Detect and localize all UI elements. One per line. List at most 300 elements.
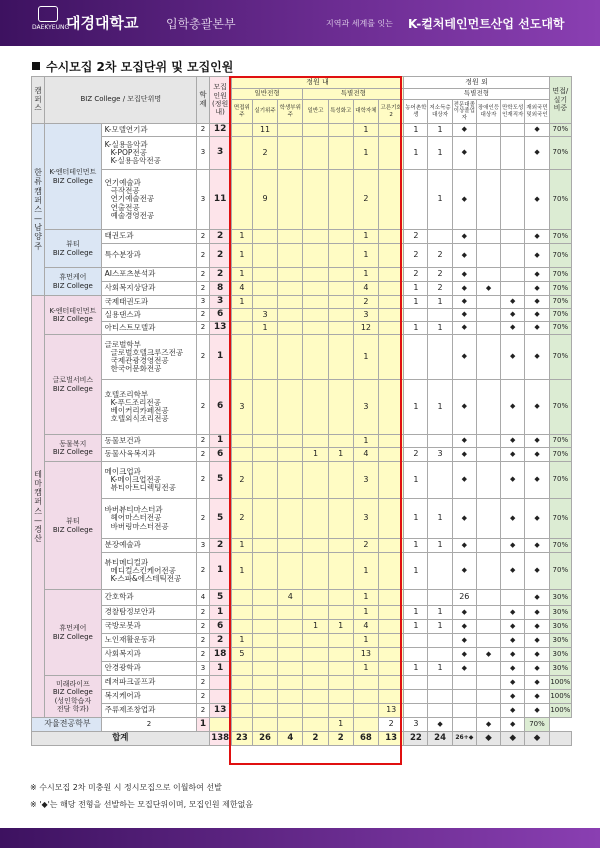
interview-cell: 30% [549,590,571,606]
dept-cell: 글로벌학부 글로벌호텔크루즈전공 국제관광경영전공 한국어문화전공 [101,335,197,380]
value-cell: ◆ [501,539,525,553]
value-cell [428,435,452,448]
value-cell [328,244,353,268]
table-row [32,230,572,244]
value-cell [231,435,252,448]
value-cell: ◆ [525,448,549,462]
value-cell: ◆ [525,137,549,170]
value-cell [476,662,500,676]
interview-cell: 70% [549,499,571,539]
total-cell: ◆ [501,732,525,746]
col-unit: BIZ College / 모집단위명 [45,77,197,124]
value-cell: 1 [231,634,252,648]
value-cell: 1 [231,296,252,309]
value-cell [303,718,328,732]
value-cell [278,244,303,268]
value-cell: ◆ [452,539,476,553]
year-cell: 3 [197,170,209,230]
value-cell [231,620,252,634]
total-cell: 4 [278,732,303,746]
value-cell: ◆ [525,690,549,704]
value-cell [476,462,500,499]
value-cell: ◆ [501,718,525,732]
value-cell: ◆ [452,124,476,137]
interview-cell: 70% [549,435,571,448]
table-row [32,718,572,732]
value-cell [303,704,328,718]
value-cell [278,648,303,662]
quota-cell: 6 [209,448,231,462]
value-cell [278,380,303,435]
value-cell: ◆ [525,309,549,322]
value-cell [476,676,500,690]
dept-cell: 아티스트모델과 [101,322,197,335]
value-cell: ◆ [501,676,525,690]
value-cell [428,309,452,322]
interview-cell: 100% [549,690,571,704]
value-cell [252,676,277,690]
quota-cell: 1 [209,662,231,676]
value-cell: ◆ [525,282,549,296]
value-cell [379,124,404,137]
value-cell: 1 [428,170,452,230]
value-cell [278,435,303,448]
value-cell [303,690,328,704]
value-cell [476,690,500,704]
value-cell [379,539,404,553]
value-cell: 3 [353,499,378,539]
col-3: 일반고 [303,100,328,124]
quota-cell: 5 [209,499,231,539]
value-cell [476,309,500,322]
value-cell [379,435,404,448]
value-cell [428,648,452,662]
interview-cell: 70% [549,380,571,435]
value-cell [404,335,428,380]
total-cell: 24 [428,732,452,746]
table-row [32,244,572,268]
value-cell: ◆ [501,380,525,435]
value-cell [278,704,303,718]
interview-cell: 70% [549,137,571,170]
value-cell: 1 [328,718,353,732]
value-cell [278,662,303,676]
year-cell: 4 [197,590,209,606]
table-row [32,322,572,335]
interview-cell: 70% [549,553,571,590]
value-cell [379,648,404,662]
slogan: 지역과 세계를 잇는 [326,19,393,28]
value-cell [328,322,353,335]
value-cell: 13 [353,648,378,662]
quota-cell: 2 [209,268,231,282]
year-cell: 2 [197,268,209,282]
table-row [32,553,572,590]
year-cell: 2 [197,499,209,539]
value-cell [252,718,277,732]
table-row [32,268,572,282]
value-cell [252,230,277,244]
value-cell [379,170,404,230]
table-row [32,499,572,539]
quota-cell: 2 [209,244,231,268]
value-cell [476,322,500,335]
value-cell [452,704,476,718]
value-cell [303,662,328,676]
value-cell: 1 [428,124,452,137]
year-cell: 3 [197,137,209,170]
value-cell: 1 [231,539,252,553]
value-cell: 1 [404,553,428,590]
value-cell: 11 [252,124,277,137]
value-cell [353,676,378,690]
value-cell [328,499,353,539]
value-cell: ◆ [452,244,476,268]
value-cell [252,335,277,380]
group-cell: 동물복지 BIZ College [45,435,102,462]
quota-cell [209,676,231,690]
value-cell [303,462,328,499]
value-cell [328,648,353,662]
col-campus: 캠퍼스 [32,77,45,124]
value-cell [501,124,525,137]
value-cell [328,553,353,590]
total-cell: 26+◆ [452,732,476,746]
value-cell [303,309,328,322]
interview-cell: 30% [549,648,571,662]
value-cell [303,435,328,448]
value-cell [404,634,428,648]
value-cell: ◆ [501,662,525,676]
value-cell [428,553,452,590]
value-cell [278,606,303,620]
col-11: 만학도성인재직자 [501,100,525,124]
value-cell [476,170,500,230]
value-cell: ◆ [428,718,452,732]
value-cell: ◆ [452,499,476,539]
value-cell: 1 [231,268,252,282]
value-cell [379,448,404,462]
value-cell [231,137,252,170]
value-cell [278,124,303,137]
dept-cell: 안경광학과 [101,662,197,676]
year-cell: 2 [197,335,209,380]
col-special-out: 특별전형 [404,89,549,100]
total-cell: 2 [303,732,328,746]
value-cell: ◆ [452,230,476,244]
value-cell [328,170,353,230]
interview-cell: 30% [549,606,571,620]
value-cell: 1 [404,662,428,676]
value-cell: 2 [353,539,378,553]
value-cell: ◆ [452,282,476,296]
value-cell: 12 [353,322,378,335]
group-cell: 휴먼케어 BIZ College [45,590,102,676]
value-cell: 1 [428,499,452,539]
group-cell: K-엔터테인먼트 BIZ College [45,296,102,335]
table-row [32,704,572,718]
quota-cell: 5 [209,462,231,499]
value-cell: ◆ [525,170,549,230]
year-cell: 2 [197,553,209,590]
value-cell: 2 [353,296,378,309]
value-cell [278,448,303,462]
dept-cell: 특수분장과 [101,244,197,268]
value-cell [278,718,303,732]
year-cell: 2 [197,124,209,137]
col-inside: 정원 내 [231,77,404,89]
value-cell: ◆ [525,380,549,435]
value-cell: 1 [404,380,428,435]
dept-cell: 동물사육복지과 [101,448,197,462]
value-cell [404,435,428,448]
value-cell: 1 [353,634,378,648]
value-cell: ◆ [452,137,476,170]
value-cell: ◆ [525,296,549,309]
value-cell: ◆ [452,335,476,380]
value-cell: 1 [231,244,252,268]
value-cell [476,553,500,590]
value-cell: 2 [428,244,452,268]
value-cell: 1 [353,606,378,620]
value-cell: 1 [353,124,378,137]
value-cell [379,230,404,244]
interview-cell: 70% [549,170,571,230]
year-cell: 2 [197,282,209,296]
interview-cell: 70% [549,539,571,553]
total-label: 합계 [32,732,210,746]
year-cell: 2 [197,230,209,244]
interview-cell: 100% [549,676,571,690]
value-cell [404,170,428,230]
dept-cell: 경찰탐정보안과 [101,606,197,620]
value-cell [379,590,404,606]
value-cell [278,676,303,690]
col-interview: 면접/실기 비중 [549,77,571,124]
value-cell: ◆ [452,322,476,335]
value-cell [231,170,252,230]
quota-cell [209,690,231,704]
value-cell [252,690,277,704]
total-interview [549,732,571,746]
table-row [32,606,572,620]
value-cell: 1 [252,322,277,335]
interview-cell: 70% [549,322,571,335]
value-cell: ◆ [525,435,549,448]
quota-cell: 2 [209,230,231,244]
value-cell [209,718,231,732]
value-cell: 4 [231,282,252,296]
value-cell: 1 [428,606,452,620]
interview-cell: 100% [549,704,571,718]
interview-cell: 70% [549,296,571,309]
dept-cell: 연기예술과 극작전공 연기예술전공 연출전공 예술경영전공 [101,170,197,230]
table-row [32,690,572,704]
dept-cell: 실용댄스과 [101,309,197,322]
value-cell: ◆ [452,309,476,322]
value-cell: ◆ [501,322,525,335]
value-cell [328,662,353,676]
table-row [32,335,572,380]
value-cell [452,718,476,732]
value-cell: 13 [379,704,404,718]
value-cell: ◆ [476,282,500,296]
value-cell: 1 [404,296,428,309]
col-general: 일반전형 [231,89,303,100]
value-cell [303,499,328,539]
quota-cell: 1 [209,335,231,380]
table-row [32,435,572,448]
value-cell [252,244,277,268]
value-cell [328,606,353,620]
col-0: 면접위주 [231,100,252,124]
value-cell [303,124,328,137]
value-cell: 1 [353,268,378,282]
interview-cell: 30% [549,620,571,634]
value-cell [353,690,378,704]
value-cell: 4 [353,282,378,296]
col-quota: 모집 인원 (정원내) [209,77,231,124]
table-row [32,648,572,662]
quota-cell: 1 [209,553,231,590]
value-cell: ◆ [525,676,549,690]
dept-cell: 바버뷰티마스터과 헤어마스터전공 바버링마스터전공 [101,499,197,539]
value-cell [303,590,328,606]
value-cell [231,448,252,462]
value-cell: ◆ [501,690,525,704]
value-cell: 2 [404,230,428,244]
value-cell [328,230,353,244]
interview-cell: 70% [549,448,571,462]
value-cell: ◆ [525,606,549,620]
value-cell: ◆ [476,718,500,732]
value-cell: ◆ [525,648,549,662]
dept-cell: 사회복지과 [101,648,197,662]
value-cell [379,268,404,282]
quota-cell: 6 [209,380,231,435]
quota-cell: 1 [209,435,231,448]
value-cell: ◆ [452,268,476,282]
value-cell [476,335,500,380]
value-cell [428,462,452,499]
value-cell [231,690,252,704]
value-cell: ◆ [501,704,525,718]
quota-cell: 6 [209,309,231,322]
col-5: 대학자체 [353,100,378,124]
col-outside: 정원 외 [404,77,549,89]
value-cell [379,634,404,648]
value-cell [501,230,525,244]
group-cell: K-엔터테인먼트 BIZ College [45,124,102,230]
value-cell: ◆ [452,662,476,676]
table-row [32,282,572,296]
interview-cell: 70% [549,335,571,380]
value-cell: 3 [252,309,277,322]
value-cell: 2 [404,448,428,462]
value-cell [328,676,353,690]
value-cell: 1 [428,137,452,170]
value-cell: 2 [231,462,252,499]
value-cell [404,676,428,690]
interview-cell: 70% [549,244,571,268]
value-cell: ◆ [501,335,525,380]
value-cell: ◆ [525,268,549,282]
value-cell: ◆ [525,335,549,380]
dept-cell: 메이크업과 K-메이크업전공 뷰티아트디렉팅전공 [101,462,197,499]
value-cell [252,620,277,634]
value-cell: ◆ [452,296,476,309]
value-cell [303,230,328,244]
interview-cell: 30% [549,634,571,648]
value-cell: 3 [353,380,378,435]
value-cell [501,170,525,230]
col-10: 장애인등대상자 [476,100,500,124]
value-cell [501,268,525,282]
value-cell [379,462,404,499]
dept-cell: 국방로봇과 [101,620,197,634]
value-cell [328,296,353,309]
value-cell [231,590,252,606]
admission-table [31,76,572,746]
table-row [32,590,572,606]
value-cell [252,553,277,590]
value-cell: ◆ [452,170,476,230]
dept-cell: 뷰티메디컬과 메디컬스킨케어전공 K-스파&에스테틱전공 [101,553,197,590]
interview-cell: 70% [549,268,571,282]
value-cell: 4 [353,620,378,634]
value-cell: ◆ [501,499,525,539]
value-cell [303,539,328,553]
value-cell [303,322,328,335]
dept-cell: 주류제조창업과 [101,704,197,718]
quota-cell: 2 [209,539,231,553]
dept-cell: 레저파크골프과 [101,676,197,690]
value-cell: 9 [252,170,277,230]
year-cell: 3 [197,662,209,676]
value-cell: 3 [404,718,428,732]
value-cell [278,296,303,309]
value-cell: ◆ [501,448,525,462]
total-cell: 26 [252,732,277,746]
value-cell [476,435,500,448]
dept-cell: K-모델연기과 [101,124,197,137]
value-cell [303,137,328,170]
value-cell: 1 [404,282,428,296]
table-row [32,620,572,634]
value-cell: ◆ [501,648,525,662]
value-cell: ◆ [452,448,476,462]
value-cell [303,606,328,620]
note-2: ※ '◆'는 해당 전형을 선발하는 모집단위이며, 모집인원 제한없음 [30,800,254,809]
quota-cell: 3 [209,137,231,170]
value-cell: 2 [404,244,428,268]
quota-cell: 8 [209,282,231,296]
logo-text: DAEKYEUNG [32,24,70,31]
value-cell [278,462,303,499]
university-logo [38,6,58,22]
value-cell [379,662,404,676]
value-cell [328,634,353,648]
col-4: 특성화고 [328,100,353,124]
value-cell [404,648,428,662]
value-cell [252,282,277,296]
value-cell: 1 [231,230,252,244]
col-9: 전문대졸이상졸업자 [452,100,476,124]
value-cell: 1 [404,606,428,620]
interview-cell: 70% [549,282,571,296]
value-cell: ◆ [525,230,549,244]
value-cell: 1 [353,662,378,676]
